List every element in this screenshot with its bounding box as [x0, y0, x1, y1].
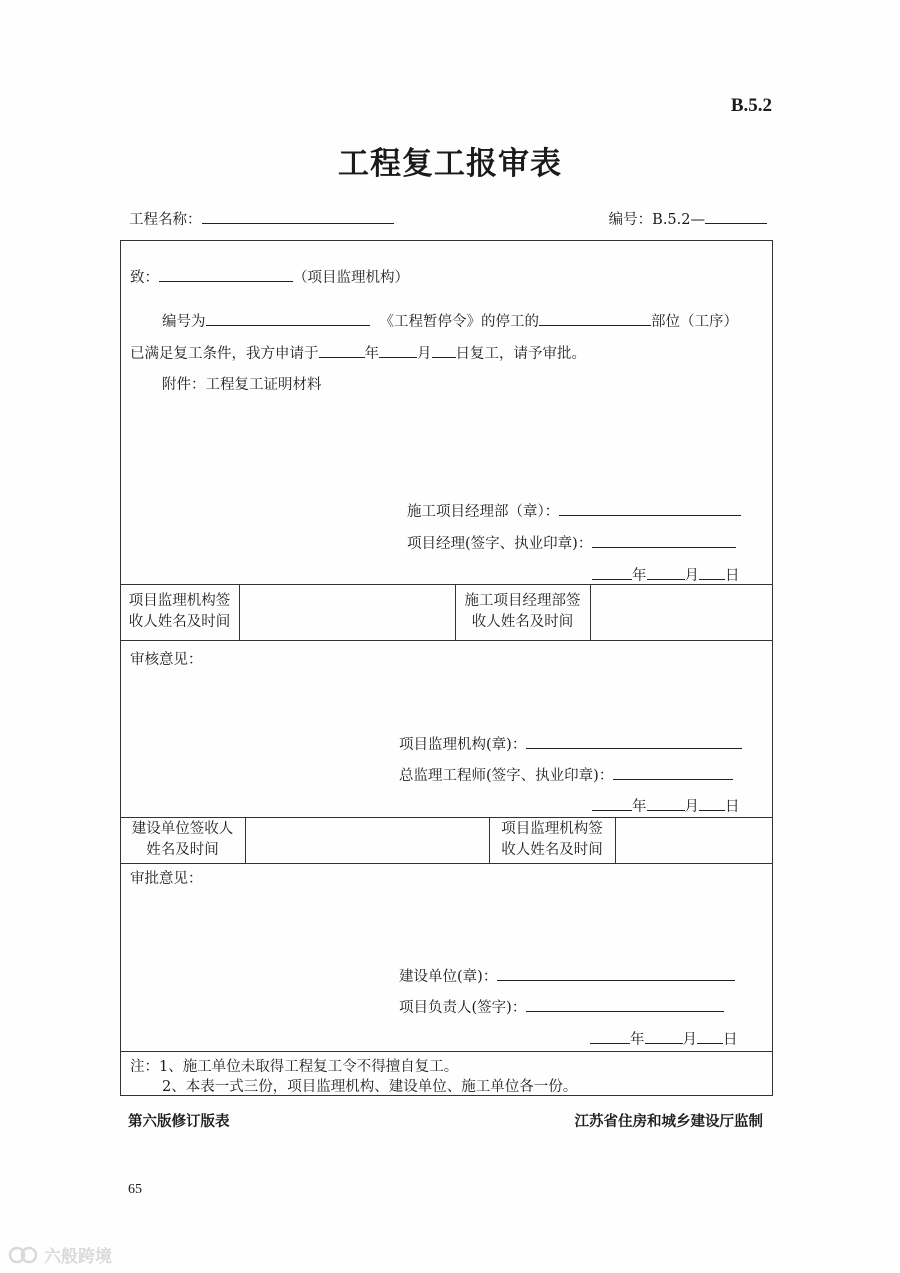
label-line: 项目监理机构签: [128, 593, 231, 609]
supervision-receipt-input[interactable]: [240, 585, 454, 639]
month-label: 月: [684, 799, 699, 815]
supervision-receipt-label: [120, 591, 239, 633]
project-leader-label: 项目负责人(签字)：: [399, 1000, 527, 1016]
watermark: [8, 1242, 112, 1267]
approval-year-blank[interactable]: [590, 1029, 630, 1044]
label-line: 项目监理机构签: [501, 821, 603, 837]
addressee-blank[interactable]: [159, 267, 293, 282]
supervision-org-seal-blank[interactable]: [526, 734, 742, 749]
line1-middle: 《工程暂停令》的停工的: [379, 314, 539, 330]
request-line-2: [130, 342, 586, 363]
request-month-blank[interactable]: [647, 565, 685, 580]
issuer-label: 江苏省住房和城乡建设厅监制: [574, 1114, 763, 1130]
line1-prefix: 编号为: [162, 314, 206, 330]
location-blank[interactable]: [539, 311, 651, 326]
review-label: 审核意见：: [130, 652, 203, 668]
request-date: [592, 564, 740, 585]
label-line: 收人姓名及时间: [471, 614, 574, 630]
to-suffix: （项目监理机构）: [293, 270, 409, 286]
supervision-org-label: 项目监理机构(章)：: [399, 737, 527, 753]
edition-label: 第六版修订版表: [128, 1114, 230, 1130]
number-label: 编号：B.5.2—: [608, 212, 705, 228]
month-label: 月: [417, 346, 432, 362]
project-manager-label: 项目经理(签字、执业印章)：: [407, 536, 593, 552]
client-receipt-input[interactable]: [246, 818, 488, 862]
supervision-org-line: [399, 733, 742, 754]
line2-prefix: 已满足复工条件，我方申请于: [130, 346, 319, 362]
chief-engineer-label: 总监理工程师(签字、执业印章)：: [399, 768, 614, 784]
to-label: 致：: [130, 270, 159, 286]
construction-dept-seal-blank[interactable]: [559, 501, 741, 516]
project-manager-line: [407, 532, 736, 553]
page-number: 65: [128, 1182, 142, 1197]
review-day-blank[interactable]: [699, 796, 725, 811]
label-line: 建设单位签收人: [131, 821, 234, 837]
project-name-field: [129, 208, 394, 229]
watermark-logo-icon: [8, 1244, 38, 1266]
line2-suffix: 日复工，请予审批。: [455, 346, 586, 362]
construction-receipt-label: [455, 591, 590, 633]
approval-date: [590, 1028, 738, 1049]
label-line: 施工项目经理部签: [464, 593, 581, 609]
day-label: 日: [725, 799, 740, 815]
year-label: 年: [632, 799, 647, 815]
supervision-receipt-input-2[interactable]: [616, 818, 772, 862]
label-line: 收人姓名及时间: [128, 614, 231, 630]
construction-receipt-input[interactable]: [591, 585, 772, 639]
year-label: 年: [630, 1032, 645, 1048]
chief-engineer-signature-blank[interactable]: [613, 765, 733, 780]
divider: [120, 1051, 773, 1052]
project-manager-signature-blank[interactable]: [592, 533, 736, 548]
resume-month-blank[interactable]: [379, 343, 417, 358]
suspension-number-blank[interactable]: [206, 311, 370, 326]
note-1: 注：1、施工单位未取得工程复工令不得擅自复工。: [130, 1059, 459, 1075]
approval-month-blank[interactable]: [645, 1029, 683, 1044]
review-year-blank[interactable]: [592, 796, 632, 811]
client-unit-line: [399, 965, 735, 986]
number-blank[interactable]: [705, 209, 767, 224]
review-month-blank[interactable]: [647, 796, 685, 811]
day-label: 日: [725, 568, 740, 584]
number-field: [609, 208, 767, 229]
day-label: 日: [723, 1032, 738, 1048]
resume-year-blank[interactable]: [319, 343, 365, 358]
project-leader-signature-blank[interactable]: [526, 997, 724, 1012]
request-year-blank[interactable]: [592, 565, 632, 580]
construction-dept-line: [407, 500, 741, 521]
divider: [120, 640, 773, 641]
client-unit-label: 建设单位(章)：: [399, 969, 498, 985]
client-unit-seal-blank[interactable]: [497, 966, 735, 981]
line1-suffix: 部位（工序）: [651, 314, 738, 330]
year-label: 年: [632, 568, 647, 584]
project-leader-line: [399, 996, 724, 1017]
request-line-1: [162, 310, 738, 331]
month-label: 月: [682, 1032, 697, 1048]
addressee-line: [130, 266, 409, 287]
project-name-blank[interactable]: [202, 209, 394, 224]
resume-day-blank[interactable]: [432, 343, 456, 358]
label-line: 收人姓名及时间: [501, 842, 603, 858]
attachment-line: 附件：工程复工证明材料: [162, 377, 322, 393]
supervision-receipt-label-2: [489, 819, 615, 861]
approval-day-blank[interactable]: [697, 1029, 723, 1044]
form-code: B.5.2: [730, 95, 772, 116]
month-label: 月: [684, 568, 699, 584]
note-2: 2、本表一式三份，项目监理机构、建设单位、施工单位各一份。: [162, 1079, 578, 1095]
review-date: [592, 795, 740, 816]
watermark-text: 六般跨境: [44, 1247, 112, 1267]
project-name-label: 工程名称：: [129, 212, 202, 228]
page-title: 工程复工报审表: [338, 146, 562, 182]
label-line: 姓名及时间: [146, 842, 219, 858]
year-label: 年: [364, 346, 379, 362]
chief-engineer-line: [399, 764, 733, 785]
construction-dept-label: 施工项目经理部（章）：: [407, 504, 560, 520]
request-day-blank[interactable]: [699, 565, 725, 580]
divider: [120, 863, 773, 864]
client-receipt-label: [120, 819, 245, 861]
approval-label: 审批意见：: [130, 871, 203, 887]
